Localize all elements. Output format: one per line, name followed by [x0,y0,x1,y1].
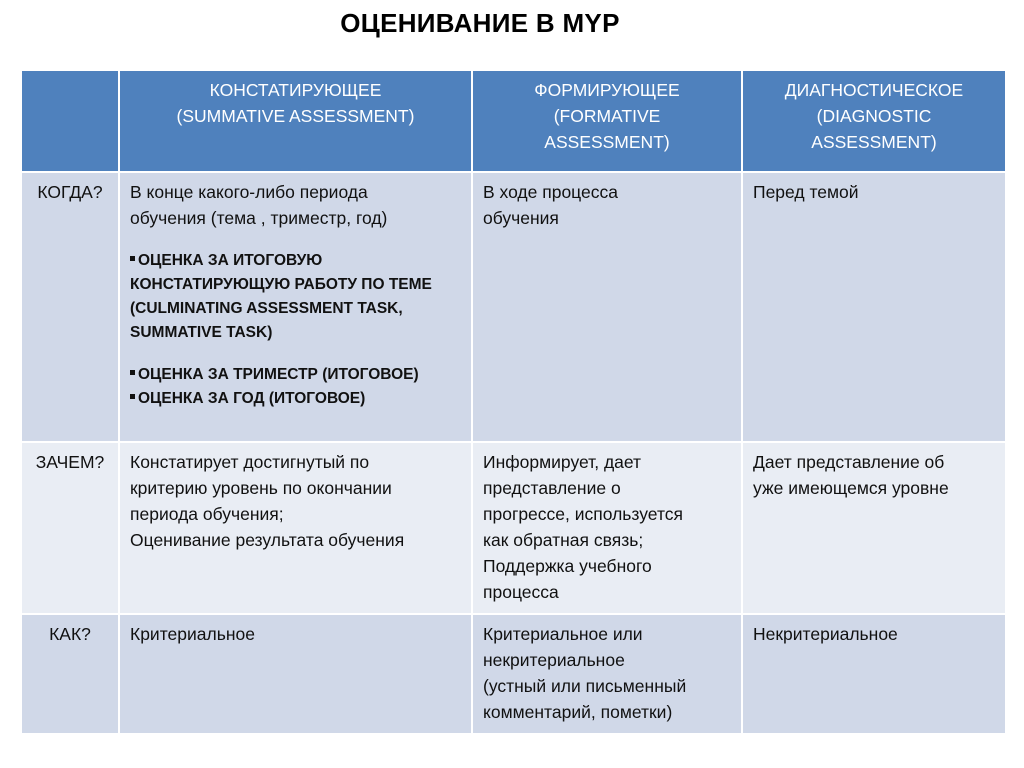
cell-why-diagnostic: Дает представление об уже имеющемся уровне [742,442,1006,614]
table-header-row [21,70,1006,172]
table-row-why [21,442,1006,614]
header-summative: КОНСТАТИРУЮЩЕЕ (SUMMATIVE ASSESSMENT) [119,70,472,172]
square-bullet-icon [130,256,135,261]
header-diagnostic: ДИАГНОСТИЧЕСКОЕ (DIAGNOSTIC ASSESSMENT) [742,70,1006,172]
row-label-how: КАК? [21,614,119,734]
table-row-how [21,614,1006,734]
table-row-when [21,172,1006,442]
row-label-why: ЗАЧЕМ? [21,442,119,614]
bullet-item: ОЦЕНКА ЗА ТРИМЕСТР (ИТОГОВОЕ) [130,363,461,387]
cell-how-summative: Критериальное [119,614,472,734]
header-corner-cell [21,70,119,172]
cell-when-diagnostic: Перед темой [742,172,1006,442]
square-bullet-icon [130,394,135,399]
row-label-when: КОГДА? [21,172,119,442]
cell-why-formative: Информирует, дает представление о прогрессе, используется как обратная связь; Поддержка учебного процесса [472,442,742,614]
cell-when-summative: В конце какого-либо периода обучения (тема , триместр, год) ОЦЕНКА ЗА ИТОГОВУЮ КОНСТАТИРУЮЩУЮ РАБОТУ ПО ТЕМЕ (CULMINATING ASSESSMENT TASK, SUMMATIVE TASK) ОЦЕНКА ЗА ТРИМЕСТР (ИТОГОВОЕ) ОЦЕНКА ЗА ГОД (ИТОГОВОЕ) [119,172,472,442]
cell-how-formative: Критериальное или некритериальное (устный или письменный комментарий, пометки) [472,614,742,734]
cell-how-diagnostic: Некритериальное [742,614,1006,734]
cell-when-formative: В ходе процесса обучения [472,172,742,442]
bullet-item: ОЦЕНКА ЗА ГОД (ИТОГОВОЕ) [130,387,461,411]
bullet-item: ОЦЕНКА ЗА ИТОГОВУЮ [130,249,461,273]
assessment-table [20,69,1007,735]
page-title: ОЦЕНИВАНИЕ В MYP [340,8,620,38]
square-bullet-icon [130,370,135,375]
header-formative: ФОРМИРУЮЩЕЕ (FORMATIVE ASSESSMENT) [472,70,742,172]
cell-why-summative: Констатирует достигнутый по критерию уровень по окончании периода обучения; Оценивание результата обучения [119,442,472,614]
